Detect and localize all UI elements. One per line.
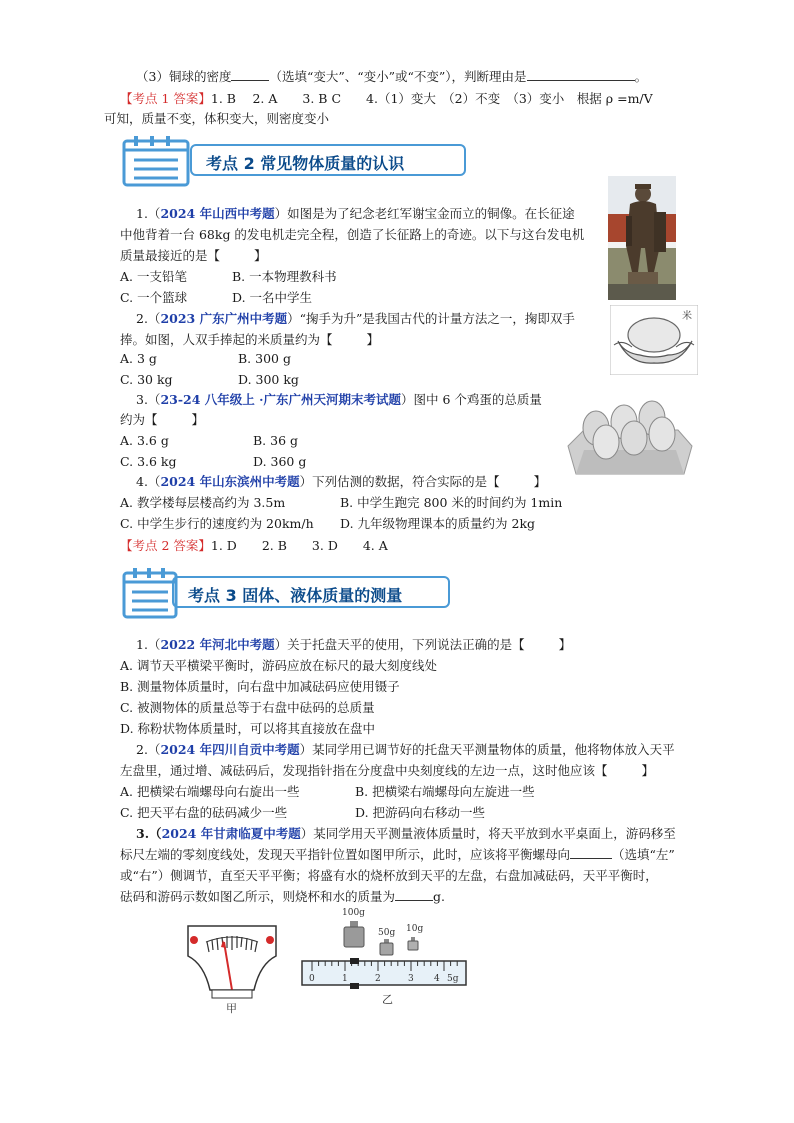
s2-q4-opt-b: B. 中学生跑完 800 米的时间约为 1min <box>340 495 563 510</box>
rider-marker <box>350 958 359 964</box>
figure-yi-label: 乙 <box>382 993 393 1006</box>
section-3-title: 考点 3 固体、液体质量的测量 <box>172 576 450 608</box>
section-2-title: 考点 2 常见物体质量的认识 <box>190 144 466 176</box>
rice-label: 米 <box>682 311 692 322</box>
s2-q2-line1: 2.（2023 广东广州中考题）“掬手为升”是我国古代的计量方法之一，掬即双手 <box>136 311 575 326</box>
statue-photo <box>608 176 676 300</box>
s3-q3-line2: 标尺左端的零刻度线处，发现天平指针位置如图甲所示，此时，应该将平衡螺母向 （选填“左” <box>120 847 675 862</box>
s3-q1-opt-b: B. 测量物体质量时，向右盘中加减砝码应使用镊子 <box>120 679 400 694</box>
s2-q3-opt-d: D. 360 g <box>253 454 307 469</box>
tick-5g: 5g <box>447 974 459 984</box>
weight-50g <box>380 939 393 955</box>
s2-q4-opt-c: C. 中学生步行的速度约为 20km/h <box>120 516 314 531</box>
s2-q1-line2: 中他背着一台 68kg 的发电机走完全程，创造了长征路上的奇迹。以下与这台发电机 <box>120 227 585 242</box>
s3-q1-opt-c: C. 被测物体的质量总等于右盘中砝码的总质量 <box>120 700 375 715</box>
s2-q2-opt-a: A. 3 g <box>120 351 157 366</box>
s2-q4-opt-d: D. 九年级物理课本的质量约为 2kg <box>340 516 536 531</box>
s3-q1-line1: 1.（2022 年河北中考题）关于托盘天平的使用，下列说法正确的是【 】 <box>136 637 572 652</box>
answer-2-line: 【考点 2 答案】1. D 2. B 3. D 4. A <box>120 538 388 553</box>
s3-q2-opt-d: D. 把游码向右移动一些 <box>355 805 486 820</box>
s2-q2-line2: 捧。如图，人双手捧起的米质量约为【 】 <box>120 332 380 347</box>
s3-q2-opt-a: A. 把横梁右端螺母向右旋出一些 <box>120 784 300 799</box>
s2-q2-opt-d: D. 300 kg <box>238 372 299 387</box>
s2-q1-opt-b: B. 一本物理教科书 <box>232 269 337 284</box>
s2-q2-opt-b: B. 300 g <box>238 351 291 366</box>
calendar-icon <box>122 135 192 187</box>
s2-q3-line2: 约为【 】 <box>120 412 205 427</box>
s2-q4-line1: 4.（2024 年山东滨州中考题）下列估测的数据，符合实际的是【 】 <box>136 474 547 489</box>
weight-10g-label: 10g <box>406 924 424 934</box>
s3-q1-opt-d: D. 称粉状物体质量时，可以将其直接放在盘中 <box>120 721 376 736</box>
section-2-header <box>122 135 467 195</box>
section-3-header <box>122 567 452 627</box>
s3-q3-line4: 砝码和游码示数如图乙所示，则烧杯和水的质量为 g. <box>120 889 445 904</box>
hands-rice-illustration <box>610 305 698 375</box>
s2-q3-opt-b: B. 36 g <box>253 433 299 448</box>
weight-100g-label: 100g <box>342 908 365 918</box>
s3-q2-line1: 2.（2024 年四川自贡中考题）某同学用已调节好的托盘天平测量物体的质量，他将物体放入天平 <box>136 742 675 757</box>
rider-scale <box>302 958 466 989</box>
s3-q2-line2: 左盘里，通过增、减砝码后，发现指针指在分度盘中央刻度线的左边一点，这时他应该【 】 <box>120 763 655 778</box>
figure-yi-weights-scale <box>300 905 470 1023</box>
s2-q3-line1: 3.（23-24 八年级上 ·广东广州天河期末考试题）图中 6 个鸡蛋的总质量 <box>136 392 542 407</box>
weight-50g-label: 50g <box>378 928 396 938</box>
s3-q2-opt-c: C. 把天平右盘的砝码减少一些 <box>120 805 288 820</box>
s2-q4-opt-a: A. 教学楼每层楼高约为 3.5m <box>120 495 286 510</box>
s2-q3-opt-a: A. 3.6 g <box>120 433 169 448</box>
figure-jia-pointer-dial <box>182 920 282 1016</box>
q3-density-line: （3）铜球的密度 （选填“变大”、“变小”或“不变”），判断理由是 。 <box>136 69 648 84</box>
s2-q1-opt-c: C. 一个篮球 <box>120 290 188 305</box>
s3-q3-line1: 3.（2024 年甘肃临夏中考题）某同学用天平测量液体质量时，将天平放到水平桌面上，游码移至 <box>136 826 676 841</box>
s2-q1-line3: 质量最接近的是【 】 <box>120 248 267 263</box>
s3-q2-opt-b: B. 把横梁右端螺母向左旋进一些 <box>355 784 535 799</box>
s3-q3-line3: 或“右”）侧调节，直至天平平衡；将盛有水的烧杯放到天平的左盘，右盘加减砝码，天平平衡时， <box>120 868 658 883</box>
figure-jia-label: 甲 <box>226 1002 237 1015</box>
s2-q3-opt-c: C. 3.6 kg <box>120 454 177 469</box>
s2-q2-opt-c: C. 30 kg <box>120 372 173 387</box>
weight-100g <box>344 921 364 947</box>
tick-2: 2 <box>375 974 381 984</box>
eggs-carton-photo <box>566 388 694 480</box>
weight-10g <box>408 937 418 950</box>
tick-1: 1 <box>342 974 348 984</box>
s3-q1-opt-a: A. 调节天平横梁平衡时，游码应放在标尺的最大刻度线处 <box>120 658 437 673</box>
tick-4: 4 <box>434 974 440 984</box>
s2-q1-line1: 1.（2024 年山西中考题）如图是为了纪念老红军谢宝金而立的铜像。在长征途 <box>136 206 575 221</box>
s2-q1-opt-a: A. 一支铅笔 <box>120 269 187 284</box>
answer-1-line: 【考点 1 答案】1. B 2. A 3. B C 4.（1）变大 （2）不变 （3）变小 根据 ρ =m/V <box>120 91 653 106</box>
s2-q1-opt-d: D. 一名中学生 <box>232 290 313 305</box>
tick-3: 3 <box>408 974 414 984</box>
tick-0: 0 <box>309 974 315 984</box>
answer-1-continuation: 可知，质量不变，体积变大，则密度变小 <box>104 111 330 126</box>
